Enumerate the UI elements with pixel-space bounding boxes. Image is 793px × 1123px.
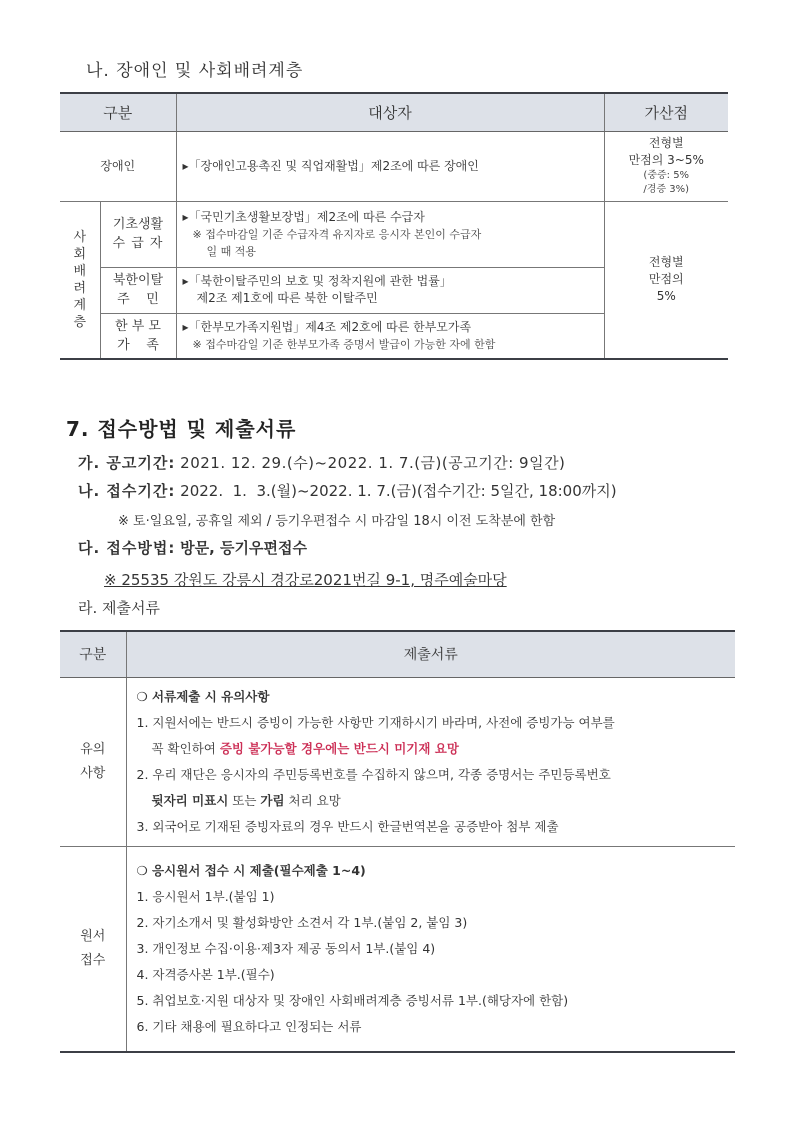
application-content: ❍ 응시원서 접수 시 제출(필수제출 1~4) 1. 응시원서 1부.(붙임 1) 2. 자기소개서 및 활성화방안 소견서 각 1부.(붙임 2, 붙임 3) 3. 개인정보 수집·이용·제3자 제공 동의서 1부.(붙임 4) 4. 자격증사본 1부.(필수) 5. 취업보호·지원 대상자 및 장애인 사회배려계층 증빙서류 1부.(해당자에 한함) 6. 기타 채용에 필요하다고 인정되는 서류 <box>126 846 735 1052</box>
social-group-label: 사 회 배 려 계 층 <box>60 201 100 359</box>
row-single-parent-target: ▸「한부모가족지원법」제4조 제2호에 따른 한부모가족 ※ 접수마감일 기준 한부모가족 증명서 발급이 가능한 자에 한함 <box>176 313 604 359</box>
header-target: 대상자 <box>176 93 604 131</box>
disabled-social-table <box>60 92 728 360</box>
receipt-address: ※ 25535 강원도 강릉시 경강로2021번길 9-1, 명주예술마당 <box>104 571 507 589</box>
list-item: 2. 자기소개서 및 활성화방안 소견서 각 1부.(붙임 2, 붙임 3) <box>136 914 468 930</box>
header-points: 가산점 <box>604 93 728 131</box>
application-label: 원서 접수 <box>60 846 126 1052</box>
list-item: 6. 기타 채용에 필요하다고 인정되는 서류 <box>136 1018 362 1034</box>
receipt-period-line: 나. 접수기간: 2022. 1. 3.(월)~2022. 1. 7.(금)(접수기간: 5일간, 18:00까지) <box>78 482 617 500</box>
row-disabled-points: 전형별 만점의 3~5% (중증: 5% /경증 3%) <box>604 131 728 201</box>
row-defector-target: ▸「북한이탈주민의 보호 및 정착지원에 관한 법률」 제2조 제1호에 따른 북한 이탈주민 <box>176 267 604 313</box>
section7-title: 7. 접수방법 및 제출서류 <box>66 417 297 441</box>
row-disabled-target: ▸「장애인고용촉진 및 직업재활법」제2조에 따른 장애인 <box>176 131 604 201</box>
row-disabled-label: 장애인 <box>60 131 176 201</box>
documents-table <box>60 630 735 1053</box>
docs-header-category: 구분 <box>60 631 126 677</box>
notes-content: ❍ 서류제출 시 유의사항 1. 지원서에는 반드시 증빙이 가능한 사항만 기재하시기 바라며, 사전에 증빙가능 여부를 꼭 확인하여 증빙 불가능할 경우에는 반드시 미기재 요망 2. 우리 재단은 응시자의 주민등록번호를 수집하지 않으며, 각종 증명서는 주민등록번호 뒷자리 미표시 또는 가림 처리 요망 3. 외국어로 기재된 증빙자료의 경우 반드시 한글번역본을 공증받아 첨부 제출 <box>126 677 735 846</box>
posting-period-line: 가. 공고기간: 2021. 12. 29.(수)~2022. 1. 7.(금)(공고기간: 9일간) <box>78 454 566 472</box>
social-group-points: 전형별 만점의 5% <box>604 201 728 359</box>
list-item: 3. 개인정보 수집·이용·제3자 제공 동의서 1부.(붙임 4) <box>136 940 436 956</box>
list-item: 5. 취업보호·지원 대상자 및 장애인 사회배려계층 증빙서류 1부.(해당자에 한함) <box>136 992 569 1008</box>
row-defector-label: 북한이탈 주 민 <box>100 267 176 313</box>
receipt-method-line: 다. 접수방법: 방문, 등기우편접수 <box>78 539 307 557</box>
row-single-parent-label: 한 부 모 가 족 <box>100 313 176 359</box>
row-basic-living-label: 기초생활 수 급 자 <box>100 201 176 267</box>
section-na-heading: 나. 장애인 및 사회배려계층 <box>86 61 304 81</box>
row-basic-living-target: ▸「국민기초생활보장법」제2조에 따른 수급자 ※ 접수마감일 기준 수급자격 유지자로 응시자 본인이 수급자 일 때 적용 <box>176 201 604 267</box>
docs-header-documents: 제출서류 <box>126 631 735 677</box>
receipt-period-note: ※ 토·일요일, 공휴일 제외 / 등기우편접수 시 마감일 18시 이전 도착분에 한함 <box>118 514 556 529</box>
documents-heading: 라. 제출서류 <box>78 599 160 617</box>
list-item: 4. 자격증사본 1부.(필수) <box>136 966 275 982</box>
list-item: 1. 응시원서 1부.(붙임 1) <box>136 888 275 904</box>
notes-label: 유의 사항 <box>60 677 126 846</box>
header-category: 구분 <box>60 93 176 131</box>
